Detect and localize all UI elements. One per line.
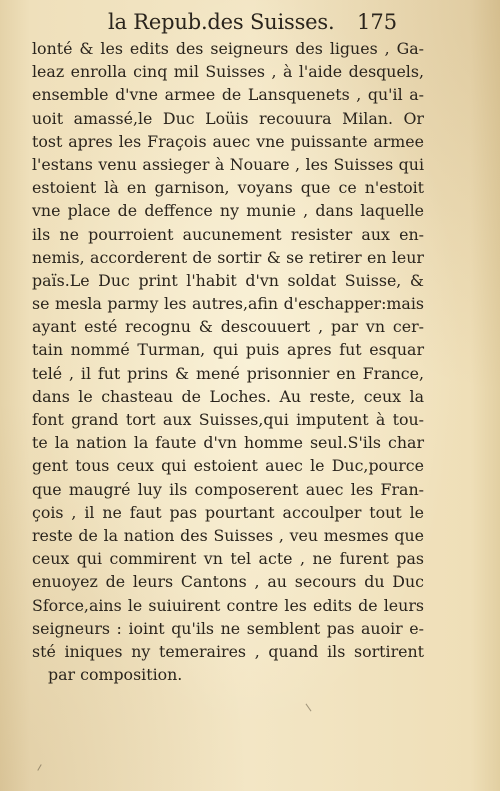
text-line: païs.Le Duc print l'habit d'vn soldat Suisse, & (32, 270, 424, 290)
text-line: uoit amassé,le Duc Loüis recouura Milan. Or (32, 108, 424, 128)
text-line: tost apres les Fraçois auec vne puissante armee (32, 131, 424, 151)
text-line: lonté & les edits des seigneurs des ligues , Ga- (32, 39, 424, 58)
text-line: estoient là en garnison, voyans que ce n'estoit (32, 178, 424, 198)
text-line: dans le chasteau de Loches. Au reste, ceux la (32, 386, 424, 406)
text-line: ils ne pourroient aucunement resister aux en- (32, 224, 424, 244)
text-line: te la nation la faute d'vn homme seul.S'ils char (32, 433, 424, 453)
body-text (32, 37, 424, 686)
running-title: la Repub.des Suisses. (108, 10, 335, 34)
text-line: enuoyez de leurs Cantons , au secours du Duc (32, 572, 424, 592)
text-line: telé , il fut prins & mené prisonnier en France, (32, 363, 424, 383)
text-line: que maugré luy ils composerent auec les Fran- (32, 479, 424, 499)
text-line: vne place de deffence ny munie , dans laquelle (32, 201, 424, 221)
paper-fleck (306, 704, 312, 712)
text-line: l'estans venu assieger à Nouare , les Suisses qui (32, 154, 424, 174)
text-line: gent tous ceux qui estoient auec le Duc,pource (32, 456, 424, 476)
text-line: se mesla parmy les autres,afin d'eschapper:mais (32, 294, 424, 314)
page-number: 175 (357, 10, 398, 34)
text-line: seigneurs : ioint qu'ils ne semblent pas auoir e- (32, 618, 424, 638)
text-line: ceux qui commirent vn tel acte , ne furent pas (32, 549, 424, 569)
text-line: leaz enrolla cinq mil Suisses , à l'aide desquels, (32, 62, 424, 82)
text-line: sté iniques ny temeraires , quand ils sortirent (32, 641, 424, 661)
text-line: reste de la nation des Suisses , veu mesmes que (32, 525, 424, 545)
text-line: ensemble d'vne armee de Lansquenets , qu'il a- (32, 85, 424, 105)
text-line: tain nommé Turman, qui puis apres fut esquar (32, 340, 424, 360)
text-line: par composition. (48, 665, 183, 685)
text-line: Sforce,ains le suiuirent contre les edits de leurs (32, 595, 424, 615)
text-line: nemis, accorderent de sortir & se retirer en leur (32, 247, 424, 267)
text-line: font grand tort aux Suisses,qui imputent à tou- (32, 410, 424, 429)
text-line: çois , il ne faut pas pourtant accoulper tout le (32, 502, 424, 522)
paper-fleck (37, 764, 41, 771)
running-head (0, 2, 500, 42)
text-line: ayant esté recognu & descouuert , par vn cer- (32, 317, 424, 337)
